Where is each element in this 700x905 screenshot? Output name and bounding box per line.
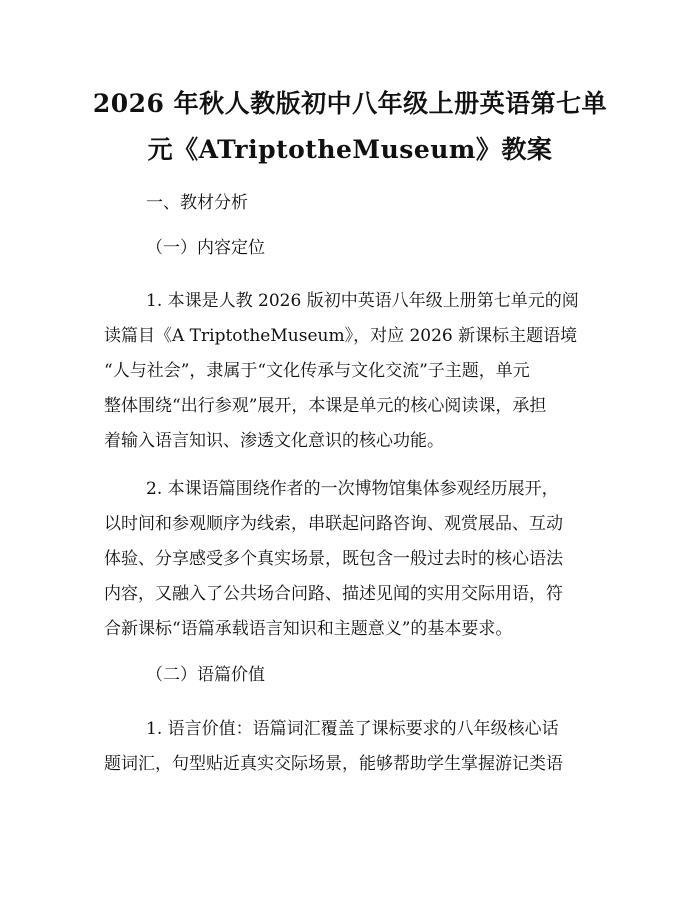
paragraph-text-value-1	[104, 712, 596, 782]
paragraph-line: 着输入语言知识、渗透文化意识的核心功能。	[104, 431, 444, 451]
paragraph-line: 2. 本课语篇围绕作者的一次博物馆集体参观经历展开，	[146, 479, 559, 499]
paragraph-line: 整体围绕“出行参观”展开，本课是单元的核心阅读课，承担	[104, 396, 547, 416]
subsection-heading-text-value: （二）语篇价值	[146, 665, 265, 685]
subsection-heading-content-positioning: （一）内容定位	[146, 238, 265, 258]
paragraph-line: 以时间和参观顺序为线索，串联起问路咨询、观赏展品、互动	[104, 514, 563, 534]
paragraph-line: 体验、分享感受多个真实场景，既包含一般过去时的核心语法	[104, 549, 563, 569]
paragraph-content-positioning-1	[104, 284, 596, 459]
paragraph-line: 1. 语言价值：语篇词汇覆盖了课标要求的八年级核心话	[146, 719, 559, 739]
document-title-line-1: 2026 年秋人教版初中八年级上册英语第七单	[92, 89, 608, 118]
paragraph-line: 读篇目《A TriptotheMuseum》，对应 2026 新课标主题语境	[104, 326, 578, 346]
paragraph-content-positioning-2	[104, 472, 596, 647]
paragraph-line: 合新课标“语篇承载语言知识和主题意义”的基本要求。	[104, 619, 513, 639]
section-heading-materials-analysis: 一、教材分析	[146, 193, 248, 213]
paragraph-line: 1. 本课是人教 2026 版初中英语八年级上册第七单元的阅	[146, 291, 579, 311]
document-title-line-2: 元《ATriptotheMuseum》教案	[147, 135, 553, 164]
paragraph-line: 内容，又融入了公共场合问路、描述见闻的实用交际用语，符	[104, 584, 563, 604]
paragraph-line: “人与社会”，隶属于“文化传承与文化交流”子主题，单元	[104, 361, 530, 381]
paragraph-line: 题词汇，句型贴近真实交际场景，能够帮助学生掌握游记类语	[104, 754, 563, 774]
